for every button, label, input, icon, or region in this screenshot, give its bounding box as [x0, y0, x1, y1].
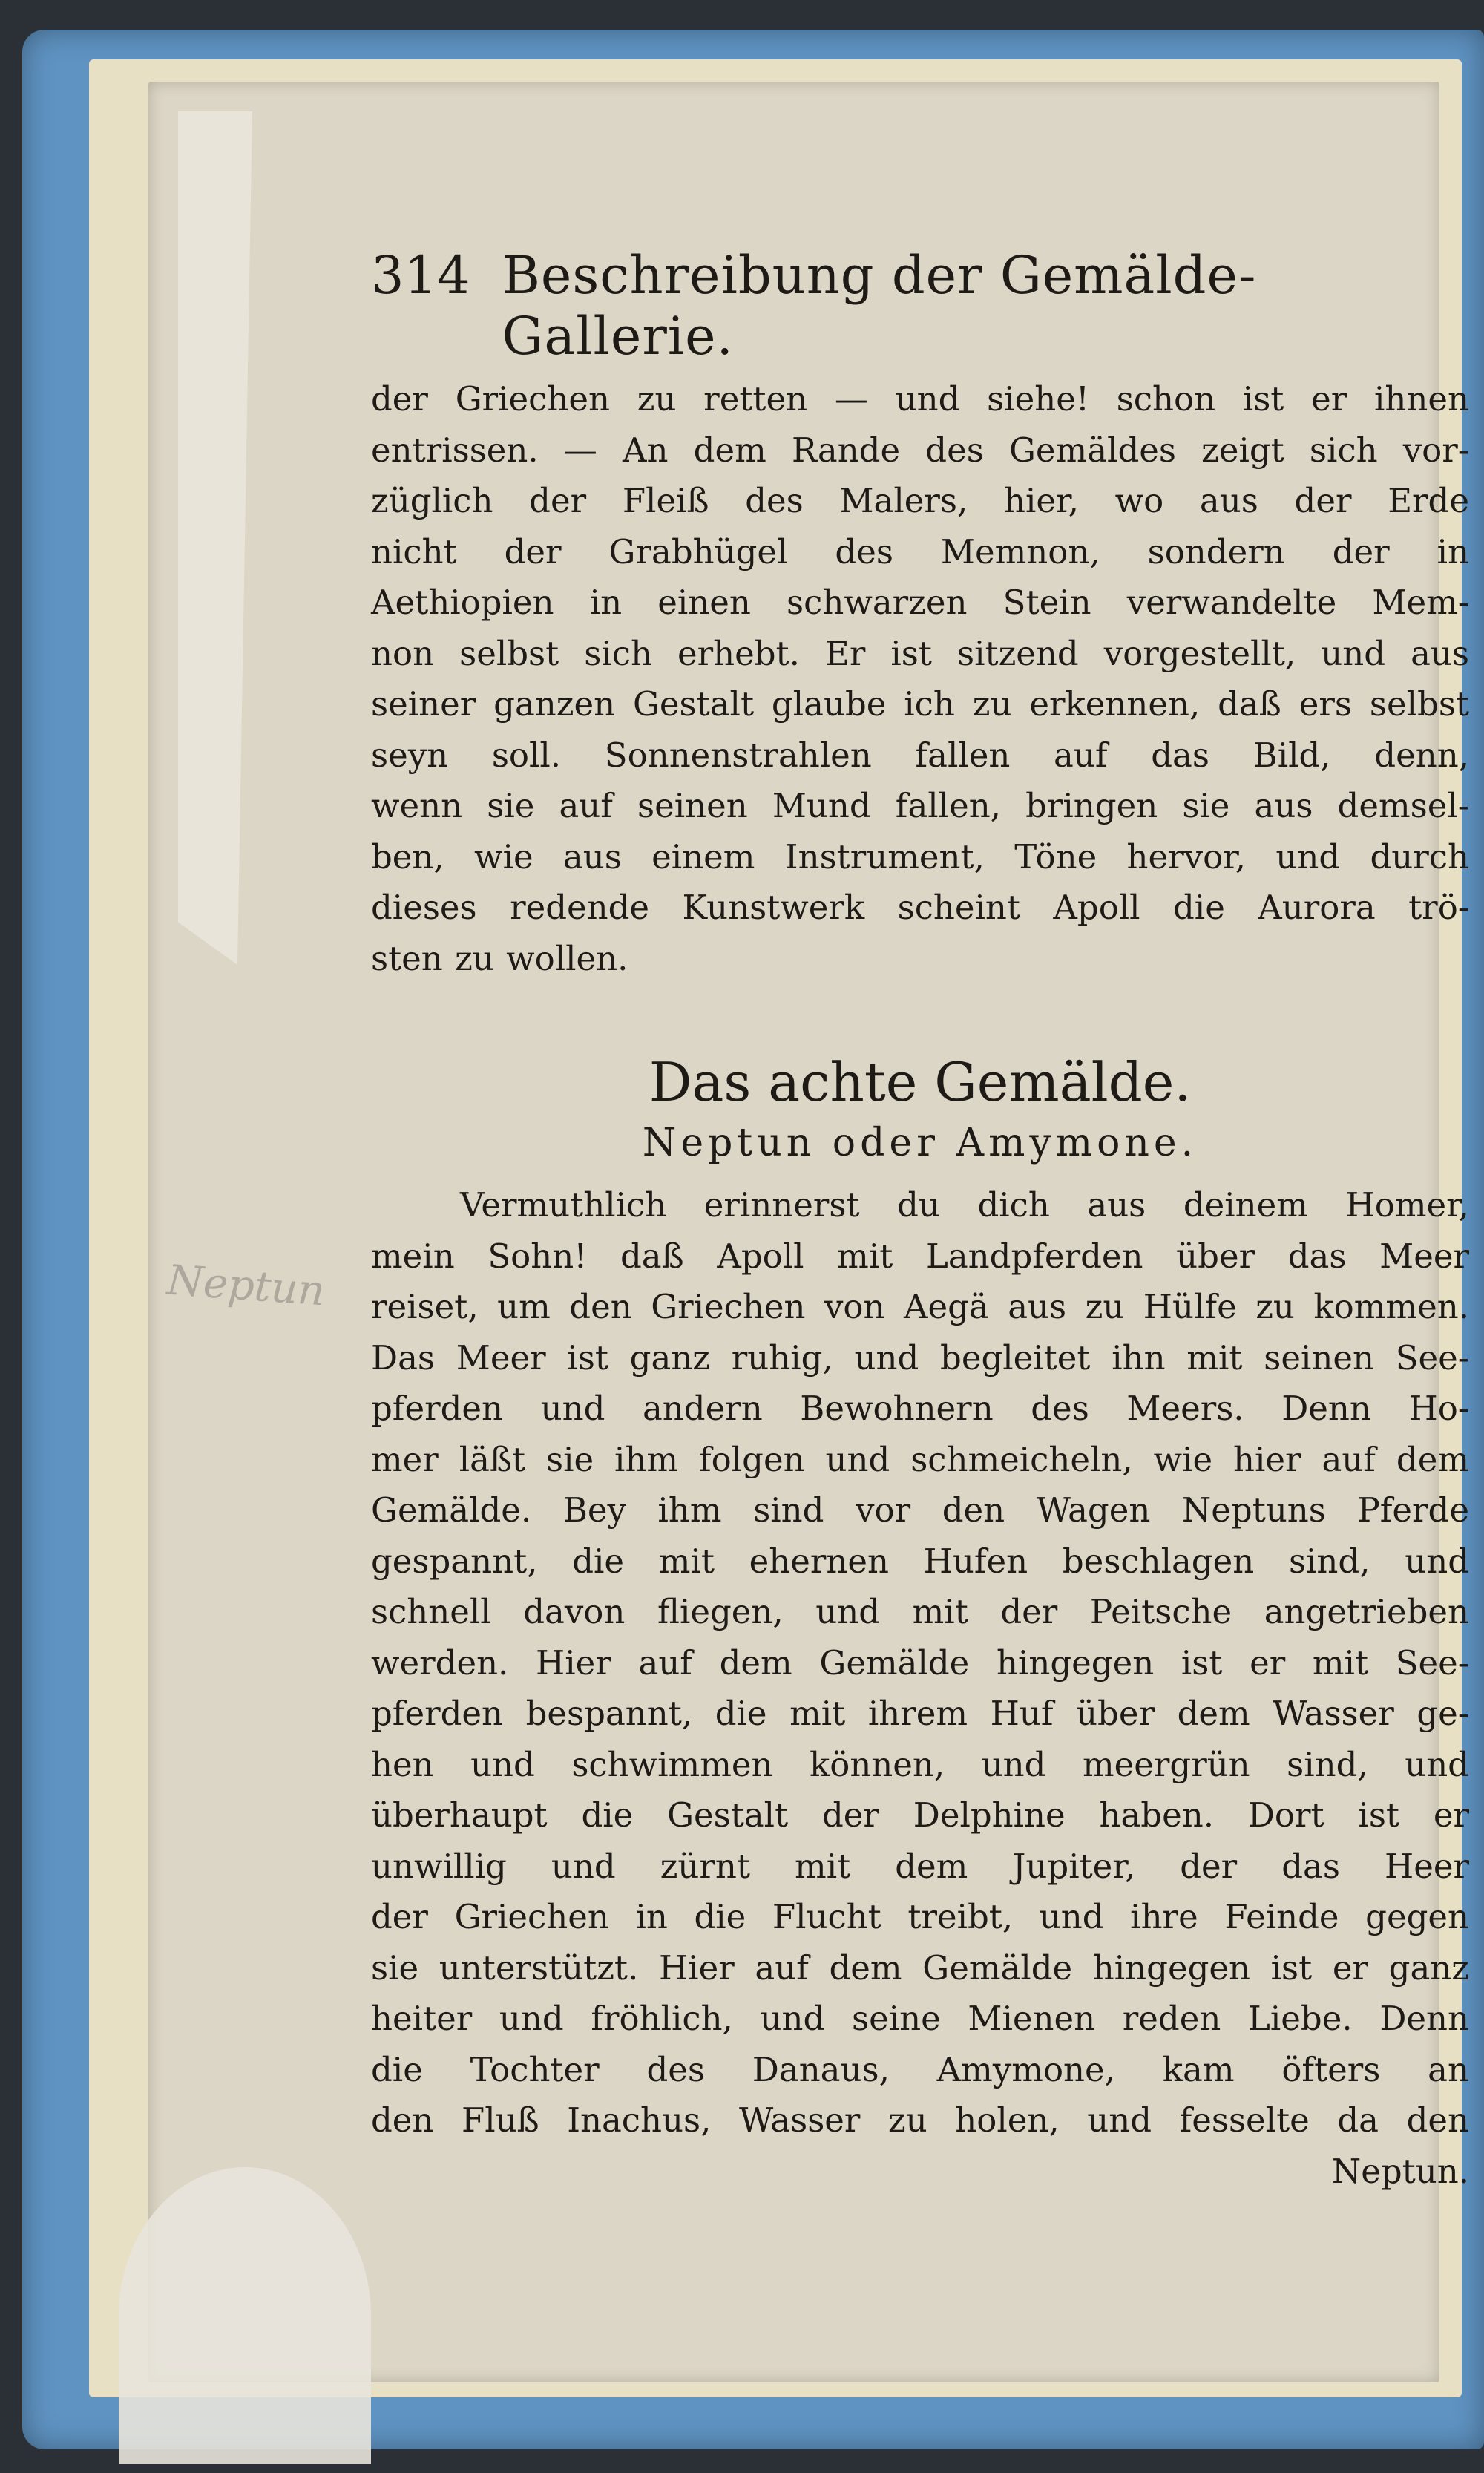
text-line: nicht der Grabhügel des Memnon, sondern der in: [371, 531, 1469, 571]
text-line: die Tochter des Danaus, Amymone, kam öfters an: [371, 2049, 1469, 2089]
text-line: dieses redende Kunstwerk scheint Apoll die Aurora trö-: [371, 888, 1469, 927]
text-line: Das Meer ist ganz ruhig, und begleitet ihn mit seinen See-: [371, 1337, 1469, 1378]
catchword: Neptun.: [1331, 2151, 1469, 2191]
text-line: pferden bespannt, die mit ihrem Huf über dem Wasser ge-: [371, 1694, 1469, 1733]
text-line: hen und schwimmen können, und meergrün sind, und: [371, 1744, 1469, 1784]
section-subtitle: Neptun oder Amymone.: [642, 1121, 1198, 1165]
page-number: 314: [371, 245, 470, 306]
text-line: sten zu wollen.: [371, 938, 628, 978]
light-glare: [119, 2167, 371, 2464]
text-line: wenn sie auf seinen Mund fallen, bringen sie aus demsel-: [371, 786, 1469, 825]
text-line: seiner ganzen Gestalt glaube ich zu erkennen, daß ers selbst: [371, 684, 1469, 724]
text-line: Vermuthlich erinnerst du dich aus deinem Homer,: [460, 1185, 1469, 1225]
text-block: [371, 245, 1469, 2197]
text-line: sie unterstützt. Hier auf dem Gemälde hingegen ist er ganz: [371, 1948, 1469, 1988]
text-line: Gemälde. Bey ihm sind vor den Wagen Neptuns Pferde: [371, 1490, 1469, 1530]
paragraph-1: [371, 374, 1469, 984]
text-line: züglich der Fleiß des Malers, hier, wo aus der Erde: [371, 481, 1469, 520]
text-line: entrissen. — An dem Rande des Gemäldes zeigt sich vor-: [371, 430, 1469, 470]
section-title: Das achte Gemälde.: [649, 1051, 1192, 1113]
text-line: seyn soll. Sonnenstrahlen fallen auf das Bild, denn,: [371, 735, 1469, 775]
text-line: der Griechen zu retten — und siehe! schon ist er ihnen: [371, 379, 1469, 419]
text-line: unwillig und zürnt mit dem Jupiter, der das Heer: [371, 1846, 1469, 1886]
page-header: [371, 245, 1469, 367]
margin-note: Neptun: [165, 1256, 326, 1316]
text-line: den Fluß Inachus, Wasser zu holen, und fesselte da den: [371, 2100, 1469, 2140]
text-line: Aethiopien in einen schwarzen Stein verwandelte Mem-: [371, 583, 1469, 622]
text-line: werden. Hier auf dem Gemälde hingegen ist er mit See-: [371, 1642, 1469, 1683]
text-line: heiter und fröhlich, und seine Mienen reden Liebe. Denn: [371, 1999, 1469, 2038]
paragraph-2: [371, 1180, 1469, 2197]
text-line: schnell davon fliegen, und mit der Peitsche angetrieben: [371, 1592, 1469, 1631]
text-line: reiset, um den Griechen von Aegä aus zu Hülfe zu kommen.: [371, 1287, 1469, 1326]
text-line: mer läßt sie ihm folgen und schmeicheln, wie hier auf dem: [371, 1439, 1469, 1479]
text-line: ben, wie aus einem Instrument, Töne hervor, und durch: [371, 836, 1469, 877]
text-line: gespannt, die mit ehernen Hufen beschlagen sind, und: [371, 1541, 1469, 1581]
running-title: Beschreibung der Gemälde-Gallerie.: [502, 245, 1257, 367]
text-line: überhaupt die Gestalt der Delphine haben. Dort ist er: [371, 1795, 1469, 1835]
text-line: der Griechen in die Flucht treibt, und ihre Feinde gegen: [371, 1897, 1469, 1936]
text-line: non selbst sich erhebt. Er ist sitzend vorgestellt, und aus: [371, 633, 1469, 673]
text-line: pferden und andern Bewohnern des Meers. Denn Ho-: [371, 1389, 1469, 1428]
text-line: mein Sohn! daß Apoll mit Landpferden über das Meer: [371, 1236, 1469, 1276]
